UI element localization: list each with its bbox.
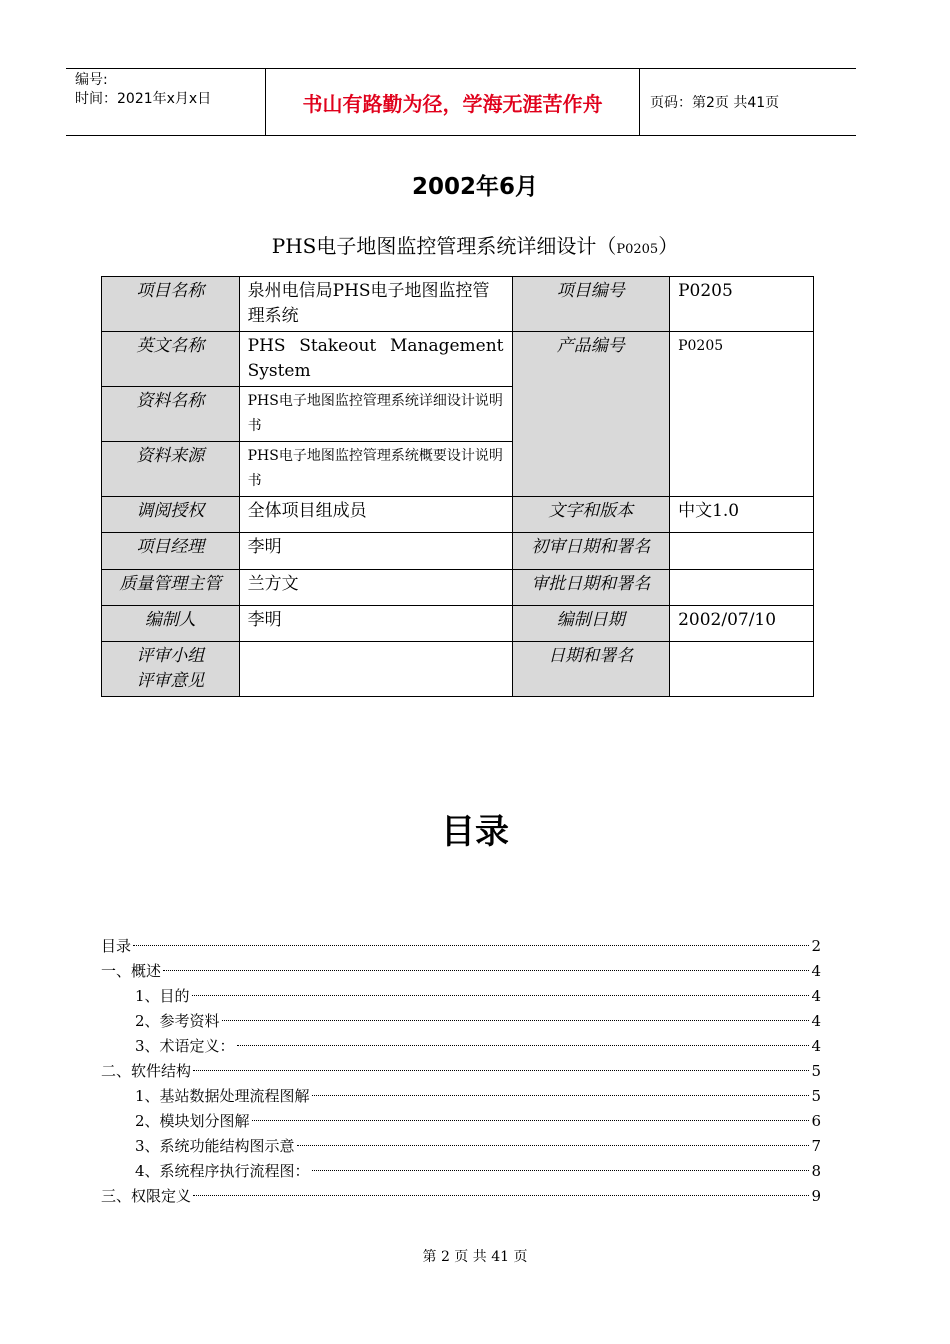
english-name-line2: System [247, 361, 311, 381]
table-row [102, 332, 814, 387]
project-name-value: 泉州电信局PHS电子地图监控管理系统 [239, 277, 512, 332]
header-page-info: 页码：第2页 共41页 [650, 95, 780, 111]
date-title: 2002年6月 [411, 174, 539, 200]
toc-item[interactable] [101, 934, 821, 959]
toc-leader [312, 1095, 810, 1096]
pm-value: 李明 [239, 533, 512, 570]
toc-item-page: 4 [811, 962, 821, 980]
toc-item-page: 9 [811, 1187, 821, 1205]
approve-label: 审批日期和署名 [512, 570, 670, 606]
toc-leader [133, 945, 809, 946]
author-date-label: 编制日期 [512, 606, 670, 642]
toc-leader [252, 1120, 810, 1121]
header-motto: 书山有路勤为径，学海无涯苦作舟 [266, 69, 640, 135]
date-sign-value [670, 642, 814, 697]
toc-item-page: 2 [811, 937, 821, 955]
author-label: 编制人 [102, 606, 240, 642]
toc-item-text: 2、模块划分图解 [135, 1112, 250, 1130]
toc-item-text: 目录 [101, 937, 132, 955]
qa-value: 兰方文 [239, 570, 512, 606]
project-no-label: 项目编号 [512, 277, 670, 332]
table-row [102, 606, 814, 642]
author-date-value: 2002/07/10 [670, 606, 814, 642]
toc-item-text: 1、目的 [135, 987, 190, 1005]
review-labels [102, 642, 240, 697]
toc-leader [193, 1070, 809, 1071]
access-label: 调阅授权 [102, 497, 240, 533]
toc-leader [163, 970, 809, 971]
toc-item-page: 4 [811, 987, 821, 1005]
toc-item-text: 一、概述 [101, 962, 162, 980]
review-value [239, 642, 512, 697]
product-no-label: 产品编号 [512, 332, 670, 497]
toc-item[interactable] [101, 959, 821, 984]
access-value: 全体项目组成员 [239, 497, 512, 533]
page-footer: 第 2 页 共 41 页 [422, 1249, 528, 1265]
toc-leader [237, 1045, 810, 1046]
header-meta [66, 69, 266, 135]
toc-item[interactable] [101, 1059, 821, 1084]
english-name-word: PHS [247, 336, 286, 356]
toc-item-text: 3、术语定义： [135, 1037, 235, 1055]
first-review-value [670, 533, 814, 570]
table-row [102, 570, 814, 606]
time-label: 时间：2021年x月x日 [75, 91, 212, 107]
toc-item-text: 2、参考资料 [135, 1012, 220, 1030]
toc-item[interactable] [101, 1034, 821, 1059]
project-name-label: 项目名称 [102, 277, 240, 332]
toc-item-page: 5 [811, 1062, 821, 1080]
document-title-main: PHS电子地图监控管理系统详细设计（ [271, 234, 617, 258]
number-label: 编号: [75, 72, 108, 88]
toc-item[interactable] [101, 1084, 821, 1109]
english-name-value [239, 332, 512, 387]
date-sign-label: 日期和署名 [512, 642, 670, 697]
toc-item[interactable] [101, 1184, 821, 1209]
toc-item-text: 二、软件结构 [101, 1062, 192, 1080]
toc-item[interactable] [101, 1159, 821, 1184]
review-group-label: 评审小组 [136, 646, 205, 666]
toc-leader [312, 1170, 810, 1171]
toc-item[interactable] [101, 1134, 821, 1159]
toc-item-text: 3、系统功能结构图示意 [135, 1137, 295, 1155]
table-row [102, 277, 814, 332]
table-row [102, 533, 814, 570]
document-title [0, 230, 950, 259]
toc-leader [192, 995, 810, 996]
table-row [102, 642, 814, 697]
toc-leader [193, 1195, 809, 1196]
toc-item-page: 6 [811, 1112, 821, 1130]
english-name-word: Stakeout [299, 336, 377, 356]
toc-item-text: 三、权限定义 [101, 1187, 192, 1205]
material-source-label: 资料来源 [102, 442, 240, 497]
lang-version-value: 中文1.0 [670, 497, 814, 533]
review-opinion-label: 评审意见 [136, 671, 205, 691]
project-no-value: P0205 [670, 277, 814, 332]
approve-value [670, 570, 814, 606]
toc-item[interactable] [101, 1109, 821, 1134]
english-name-word: Management [389, 336, 504, 356]
qa-label: 质量管理主管 [102, 570, 240, 606]
lang-version-label: 文字和版本 [512, 497, 670, 533]
toc-title: 目录 [441, 812, 509, 852]
author-value: 李明 [239, 606, 512, 642]
material-name-value: PHS电子地图监控管理系统详细设计说明书 [239, 387, 512, 442]
document-title-code: P0205 [616, 242, 659, 257]
material-name-label: 资料名称 [102, 387, 240, 442]
product-no-value: P0205 [670, 332, 814, 497]
document-info-table [101, 276, 814, 697]
table-row [102, 497, 814, 533]
toc-item-page: 7 [811, 1137, 821, 1155]
document-title-close: ） [658, 234, 679, 258]
toc-leader [297, 1145, 810, 1146]
table-of-contents [101, 934, 821, 1209]
english-name-label: 英文名称 [102, 332, 240, 387]
toc-item-page: 4 [811, 1012, 821, 1030]
toc-item-page: 8 [811, 1162, 821, 1180]
page-header [66, 68, 856, 136]
toc-item-page: 4 [811, 1037, 821, 1055]
toc-item-page: 5 [811, 1087, 821, 1105]
toc-item-text: 4、系统程序执行流程图： [135, 1162, 310, 1180]
first-review-label: 初审日期和署名 [512, 533, 670, 570]
material-source-value: PHS电子地图监控管理系统概要设计说明书 [239, 442, 512, 497]
toc-item[interactable] [101, 1009, 821, 1034]
toc-item-text: 1、基站数据处理流程图解 [135, 1087, 310, 1105]
toc-item[interactable] [101, 984, 821, 1009]
toc-leader [222, 1020, 810, 1021]
pm-label: 项目经理 [102, 533, 240, 570]
